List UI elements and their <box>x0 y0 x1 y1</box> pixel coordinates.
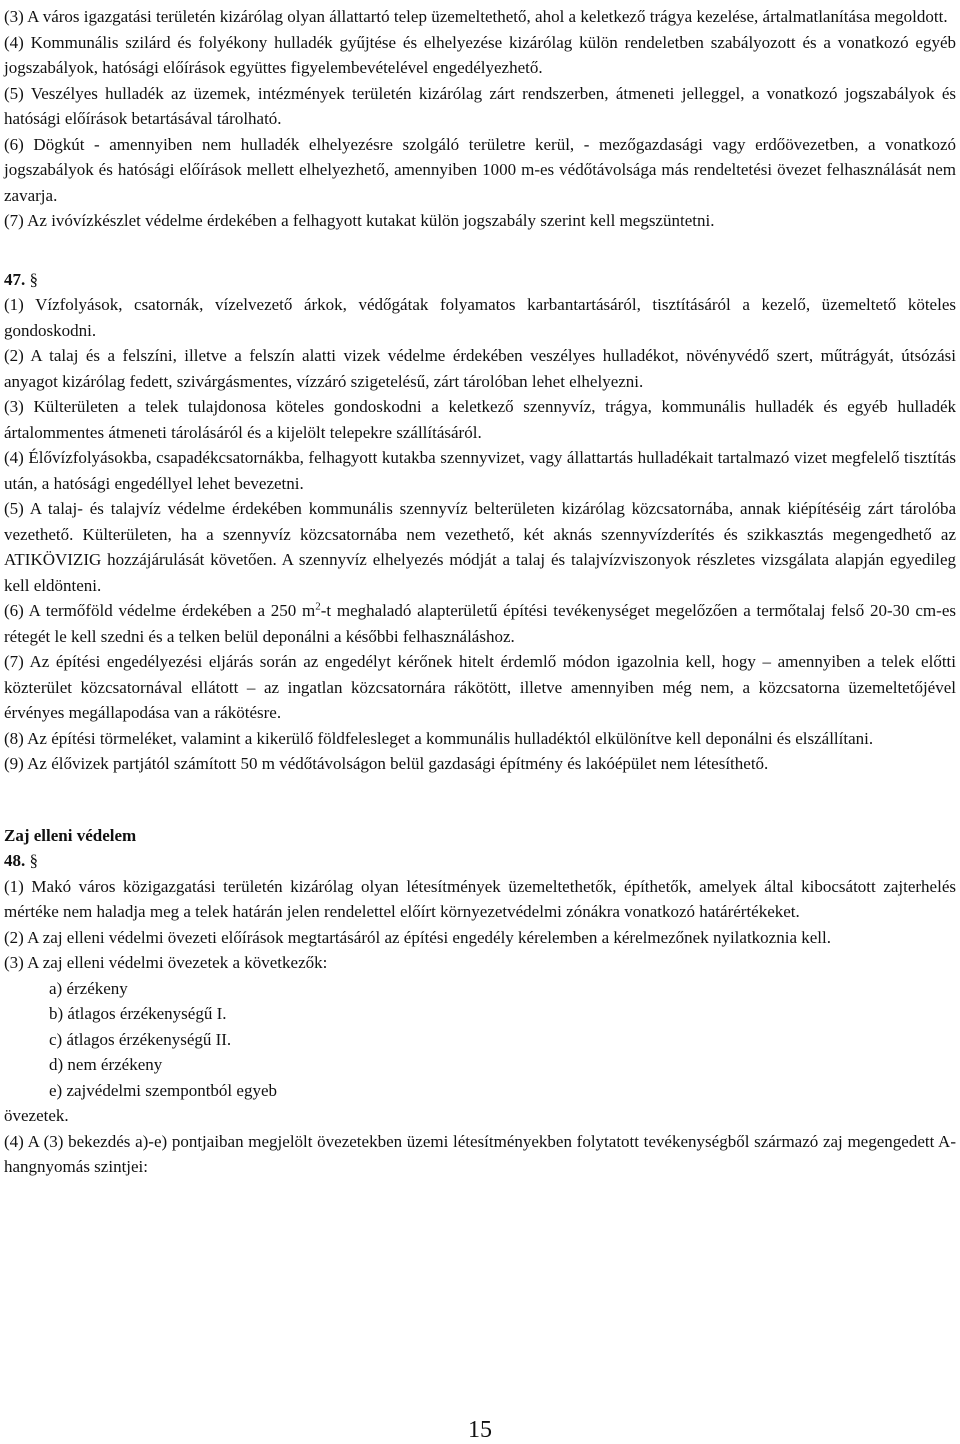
section-47-paragraph-5: (5) A talaj- és talajvíz védelme érdekében kommunális szennyvíz belterületen kizárólag közcsatornába, annak kiépítéséig zárt tárolóba vezethető. Külterületen, ha a szennyvíz közcsatornába nem vezethető, két aknás szennyvízderítés és szikkasztás megengedhető az ATIKÖVIZIG hozzájárulását követően. A szennyvíz elhelyezés módját a talaj és talajvízviszonyok részletes vizsgálata alapján egyedileg kell eldönteni. <box>4 499 956 595</box>
page-number: 15 <box>468 1417 492 1443</box>
section-48-heading <box>4 848 956 874</box>
section-48-paragraph-1: (1) Makó város közigazgatási területén kizárólag olyan létesítmények üzemeltethetők, építhetők, amelyek által kibocsátott zajterhelés mértéke nem haladja meg a telek határán jelen rendelettel előírt környezetvédelmi zónákra vonatkozó határértékeket. <box>4 876 956 921</box>
paragraph-4: (4) Kommunális szilárd és folyékony hulladék gyűjtése és elhelyezése kizárólag külön rendeletben szabályozott és a vonatkozó egyéb jogszabályok, hatósági előírások együttes figyelembevételével engedélyezhető. <box>4 32 956 77</box>
section-47-sign: § <box>29 269 38 289</box>
list-outro: övezetek. <box>4 1106 69 1125</box>
paragraph-6: (6) Dögkút - amennyiben nem hulladék elhelyezésre szolgáló területre kerül, - mezőgazdasági vagy erdőövezetben, a vonatkozó jogszabályok és hatósági előírások mellett elhelyezhető, amennyiben 1000 m-es védőtávolsága más rendeltetési övezet felhasználását nem zavarja. <box>4 134 956 205</box>
section-47-paragraph-7: (7) Az építési engedélyezési eljárás során az engedélyt kérőnek hitelt érdemlő módon igazolnia kell, hogy – amennyiben a telek előtti közterület közcsatornával ellátott – az ingatlan közcsatornára rákötött, illetve amennyiben még nem, a közcsatorna üzemeltetőjével érvényes megállapodása van a rákötésre. <box>4 652 956 722</box>
section-47-paragraph-6-start: (6) A termőföld védelme érdekében a 250 m <box>4 601 316 620</box>
list-item-e: e) zajvédelmi szempontból egyeb <box>49 1080 277 1100</box>
section-47-paragraph-3: (3) Külterületen a telek tulajdonosa köteles gondoskodni a keletkező szennyvíz, trágya, kommunális hulladék és egyéb hulladék ártalommentes átmeneti tárolásáról és a kijelölt telepekre szállításáról. <box>4 397 956 442</box>
superscript-2: 2 <box>315 600 321 613</box>
paragraph-5: (5) Veszélyes hulladék az üzemek, intézmények területén kizárólag zárt rendszerben, átmeneti jelleggel, a vonatkozó jogszabályok és hatósági előírások betartásával tárolható. <box>4 83 956 128</box>
section-47-heading <box>4 267 956 293</box>
section-47-paragraph-6-end: -t meghaladó alapterületű építési tevékenységet megelőzően a termőtalaj felső 20-30 cm-es rétegét le kell szedni és a telken belül deponálni a későbbi felhasználáshoz. <box>4 601 956 646</box>
section-47-paragraph-8: (8) Az építési törmeléket, valamint a kikerülő földfelesleget a kommunális hulladéktól elkülönítve kell deponálni és elszállítani. <box>4 728 874 748</box>
section-47-number: 47. <box>4 269 26 289</box>
list-item-c: c) átlagos érzékenységű II. <box>49 1029 232 1049</box>
section-47-paragraph-1: (1) Vízfolyások, csatornák, vízelvezető árkok, védőgátak folyamatos karbantartásáról, tisztításáról a kezelő, üzemeltető köteles gondoskodni. <box>4 295 956 340</box>
section-47-paragraph-2: (2) A talaj és a felszíni, illetve a felszín alatti vizek védelme érdekében veszélyes hulladékot, növényvédő szert, műtrágyát, útsózási anyagot kizárólag fedett, szivárgásmentes, vízzáró szigetelésű, zárt tárolóban lehet elhelyezni. <box>4 346 956 391</box>
paragraph-7: (7) Az ivóvízkészlet védelme érdekében a felhagyott kutakat külön jogszabály szerint kell megszüntetni. <box>4 211 715 230</box>
section-48-sign: § <box>29 851 38 870</box>
paragraph-3: (3) A város igazgatási területén kizárólag olyan állattartó telep üzemeltethető, ahol a keletkező trágya kezelése, ártalmatlanítása megoldott. <box>4 7 948 26</box>
section-48-paragraph-4: (4) A (3) bekezdés a)-e) pontjaiban megjelölt övezetekben üzemi létesítményekben folytatott tevékenységből származó zaj megengedett A- hangnyomás szintjei: <box>4 1131 956 1176</box>
list-item-d: d) nem érzékeny <box>49 1055 163 1074</box>
list-item-a: a) érzékeny <box>49 978 128 998</box>
section-48-paragraph-2: (2) A zaj elleni védelmi övezeti előírások megtartásáról az építési engedély kérelemben a kérelmezőnek nyilatkoznia kell. <box>4 927 831 947</box>
section-48-title: Zaj elleni védelem <box>4 825 137 845</box>
list-item-b: b) átlagos érzékenységű I. <box>49 1004 227 1023</box>
section-47-paragraph-4: (4) Élővízfolyásokba, csapadékcsatornákba, felhagyott kutakba szennyvizet, vagy állattartás hulladékait tartalmazó vizet megfelelő tisztítás után, a hatósági engedéllyel lehet bevezetni. <box>4 448 956 493</box>
document-page <box>4 4 956 1180</box>
section-48-paragraph-3: (3) A zaj elleni védelmi övezetek a következők: <box>4 953 328 972</box>
section-48-number: 48. <box>4 851 26 870</box>
section-47-paragraph-6 <box>4 598 956 649</box>
section-47-paragraph-9: (9) Az élővizek partjától számított 50 m védőtávolságon belül gazdasági építmény és lakóépület nem létesíthető. <box>4 754 769 773</box>
